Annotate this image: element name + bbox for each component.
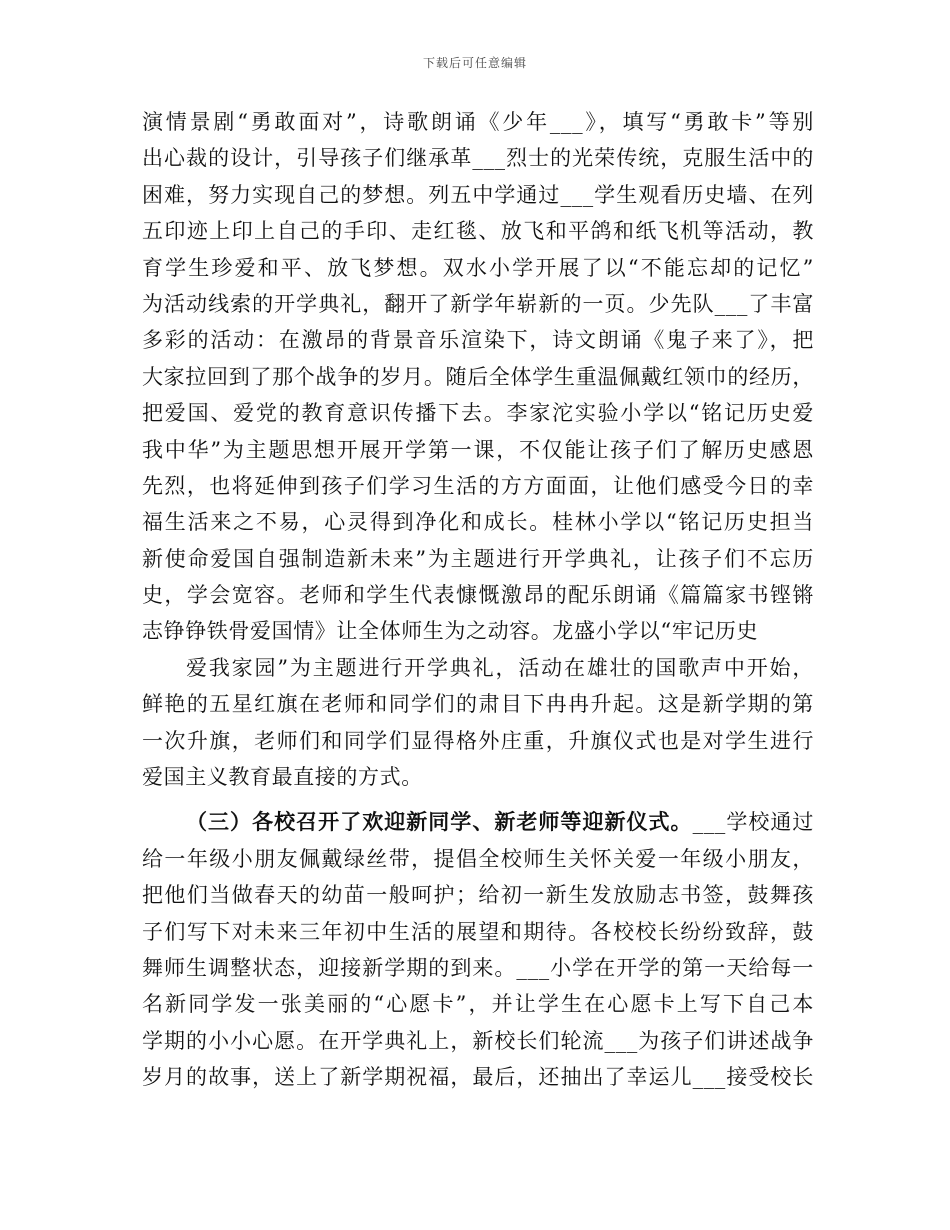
paragraph-gap bbox=[142, 795, 814, 804]
text-line: 志铮铮铁骨爱国情》让全体师生为之动容。龙盛小学以“牢记历史 bbox=[142, 619, 759, 644]
text-line: 子们写下对未来三年初中生活的展望和期待。各校校长纷纷致辞，鼓 bbox=[142, 919, 814, 944]
text-line: 爱我家园”为主题进行开学典礼，活动在雄壮的国歌声中开始， bbox=[186, 655, 814, 680]
text-line: 先烈，也将延伸到孩子们学习生活的方方面面，让他们感受今日的幸 bbox=[142, 473, 814, 498]
text-line: 给一年级小朋友佩戴绿丝带，提倡全校师生关怀关爱一年级小朋友， bbox=[142, 846, 814, 871]
paragraph-3 bbox=[142, 804, 814, 1095]
text-line: 大家拉回到了那个战争的岁月。随后全体学生重温佩戴红领巾的经历， bbox=[142, 364, 814, 389]
text-line: 福生活来之不易，心灵得到净化和成长。桂林小学以“铭记历史担当 bbox=[142, 510, 814, 535]
text-line: 岁月的故事，送上了新学期祝福，最后，还抽出了幸运儿___接受校长 bbox=[142, 1065, 814, 1090]
text-line: 名新同学发一张美丽的“心愿卡”，并让学生在心愿卡上写下自己本 bbox=[142, 992, 814, 1017]
text-line: 多彩的活动：在激昂的背景音乐渲染下，诗文朗诵《鬼子来了》，把 bbox=[142, 328, 814, 353]
paragraph-1 bbox=[142, 104, 814, 650]
text-line: 把爱国、爱党的教育意识传播下去。李家沱实验小学以“铭记历史爱 bbox=[142, 401, 814, 426]
paragraph-2 bbox=[142, 650, 814, 796]
text-line: 困难，努力实现自己的梦想。列五中学通过___学生观看历史墙、在列 bbox=[142, 182, 814, 207]
text-line: 我中华”为主题思想开展开学第一课，不仅能让孩子们了解历史感恩 bbox=[142, 437, 814, 462]
text-line: 新使命爱国自强制造新未来”为主题进行开学典礼，让孩子们不忘历 bbox=[142, 546, 814, 571]
heading-line-rest: ___学校通过 bbox=[692, 810, 814, 835]
text-line: 演情景剧“勇敢面对”，诗歌朗诵《少年___》，填写“勇敢卡”等别 bbox=[142, 110, 814, 134]
text-line: 爱国主义教育最直接的方式。 bbox=[142, 765, 423, 790]
text-line: 一次升旗，老师们和同学们显得格外庄重，升旗仪式也是对学生进行 bbox=[142, 728, 814, 753]
text-line: 育学生珍爱和平、放飞梦想。双水小学开展了以“不能忘却的记忆” bbox=[142, 255, 814, 280]
text-line: 史，学会宽容。老师和学生代表慷慨激昂的配乐朗诵《篇篇家书铿锵 bbox=[142, 583, 814, 608]
text-line: 把他们当做春天的幼苗一般呵护；给初一新生发放励志书签，鼓舞孩 bbox=[142, 883, 814, 908]
text-line: 出心裁的设计，引导孩子们继承革___烈士的光荣传统，克服生活中的 bbox=[142, 146, 814, 171]
document-body bbox=[142, 104, 814, 1096]
text-line: 舞师生调整状态，迎接新学期的到来。___小学在开学的第一天给每一 bbox=[142, 955, 814, 980]
text-line: 学期的小小心愿。在开学典礼上，新校长们轮流___为孩子们讲述战争 bbox=[142, 1028, 814, 1053]
text-line: 为活动线索的开学典礼，翻开了新学年崭新的一页。少先队___了丰富 bbox=[142, 291, 814, 316]
text-line bbox=[142, 804, 814, 840]
section-heading: （三）各校召开了欢迎新同学、新老师等迎新仪式。 bbox=[186, 809, 693, 835]
text-line: 五印迹上印上自己的手印、走红毯、放飞和平鸽和纸飞机等活动，教 bbox=[142, 219, 814, 244]
page-header: 下载后可任意编辑 bbox=[422, 56, 527, 70]
text-line: 鲜艳的五星红旗在老师和同学们的肃目下冉冉升起。这是新学期的第 bbox=[142, 692, 814, 717]
